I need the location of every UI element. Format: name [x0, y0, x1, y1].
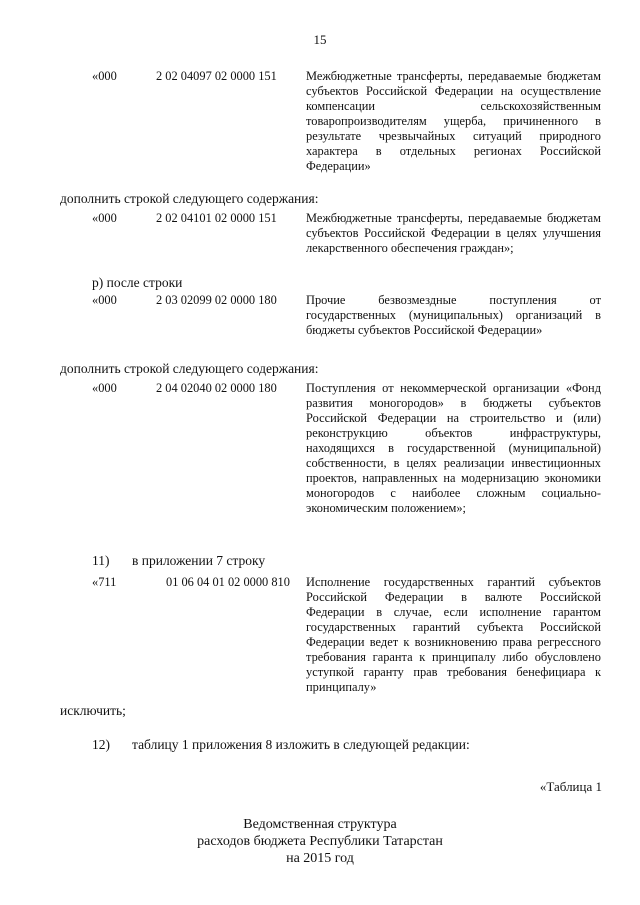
title-line: расходов бюджета Республики Татарстан [197, 834, 443, 849]
row-budget-code: 2 03 02099 02 0000 180 [156, 293, 277, 307]
item-12-text: таблицу 1 приложения 8 изложить в следующей редакции: [132, 737, 470, 752]
row-description: Межбюджетные трансферты, передаваемые бюджетам субъектов Российской Федерации на осуществление компенсации сельскохозяйственным товаропроизводителям ущерба, причиненного в результате чрезвычайных ситуаций природного характера в отдельных регионах Российской Федерации» [306, 69, 601, 173]
row-description: Поступления от некоммерческой организации «Фонд развития моногородов» в бюджеты субъектов Российской Федерации на строительство и (или) реконструкцию объектов инфраструктуры, находящихся в государственной (муниципальной) собственности, в целях реализации инвестиционных проектов, направленных на модернизацию экономики моногородов с наиболее сложным социально-экономическим положением»; [306, 381, 601, 515]
row-code-prefix: «000 [92, 381, 117, 395]
page-number: 15 [313, 32, 327, 47]
instruction-exclude: исключить; [60, 703, 126, 718]
instruction-add-row: дополнить строкой следующего содержания: [60, 191, 319, 206]
item-number: 12) [92, 737, 110, 752]
row-description: Исполнение государственных гарантий субъектов Российской Федерации в валюте Российской Федерации в случае, если исполнение гарантом государственных гарантий субъекта Российской Федерации ведет к возникновению права регрессного требования гаранта к принципалу либо обусловлено уступкой гаранту прав требования бенефициара к принципалу» [306, 575, 601, 694]
item-11-text: в приложении 7 строку [132, 553, 266, 568]
row-code-prefix: «000 [92, 293, 117, 307]
row-code-prefix: «711 [92, 575, 117, 589]
row-budget-code: 2 02 04097 02 0000 151 [156, 69, 277, 83]
row-description: Межбюджетные трансферты, передаваемые бюджетам субъектов Российской Федерации в целях улучшения лекарственного обеспечения граждан»; [306, 211, 601, 255]
instruction-after-row: р) после строки [92, 275, 183, 290]
item-number: 11) [92, 553, 110, 568]
title-line: на 2015 год [286, 851, 354, 866]
row-code-prefix: «000 [92, 211, 117, 225]
title-line: Ведомственная структура [243, 817, 397, 832]
instruction-add-row: дополнить строкой следующего содержания: [60, 361, 319, 376]
table-label: «Таблица 1 [539, 779, 602, 794]
row-budget-code: 01 06 04 01 02 0000 810 [166, 575, 290, 589]
row-description: Прочие безвозмездные поступления от государственных (муниципальных) организаций в бюджеты субъектов Российской Федерации» [306, 293, 601, 337]
row-code-prefix: «000 [92, 69, 117, 83]
row-budget-code: 2 04 02040 02 0000 180 [156, 381, 277, 395]
row-budget-code: 2 02 04101 02 0000 151 [156, 211, 277, 225]
